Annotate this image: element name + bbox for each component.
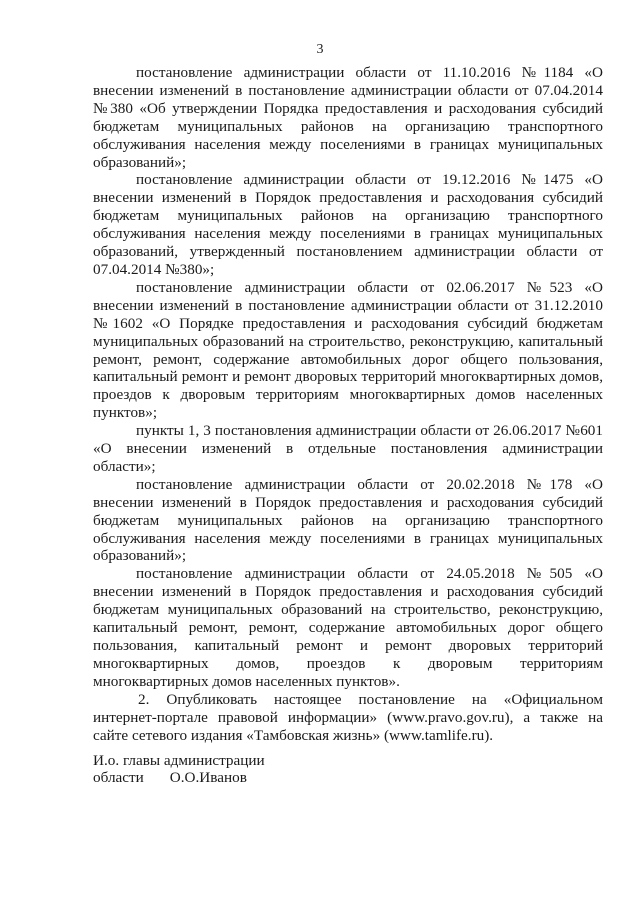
signature-block — [93, 752, 265, 786]
signature-title-line2 — [93, 769, 265, 786]
paragraph-resolution-1475: постановление администрации области от 19.12.2016 №1475 «О внесении изменений в Порядок предоставления и расходования субсидий бюджетам муниципальных районов на организацию транспортного обслуживания населения между поселениями в границах муниципальных образований, утвержденный постановлением администрации области от 07.04.2014 №380»; — [93, 171, 603, 278]
signatory-name: О.О.Иванов — [169, 769, 247, 786]
paragraph-item-2-publication: 2. Опубликовать настоящее постановление на «Официальном интернет-портале правовой информации» (www.pravo.gov.ru), а также на сайте сетевого издания «Тамбовская жизнь» (www.tamlife.ru). — [93, 690, 603, 744]
signature-title-line1: И.о. главы администрации — [93, 752, 265, 769]
document-body — [93, 64, 603, 744]
signature-title-region: области — [93, 769, 144, 786]
paragraph-resolution-601: пункты 1, 3 постановления администрации области от 26.06.2017 №601 «О внесении изменений в отдельные постановления администрации области»; — [93, 422, 603, 475]
paragraph-resolution-523: постановление администрации области от 02.06.2017 №523 «О внесении изменений в постановление администрации области от 31.12.2010 №1602 «О Порядке предоставления и расходования субсидий бюджетам муниципальных образований на строительство, реконструкцию, капитальный ремонт, ремонт, содержание автомобильных дорог общего пользования, капитальный ремонт и ремонт дворовых территорий многоквартирных домов, проездов к дворовым территориям многоквартирных домов населенных пунктов»; — [93, 278, 603, 422]
page-number: 3 — [316, 42, 324, 57]
paragraph-resolution-1184: постановление администрации области от 11.10.2016 №1184 «О внесении изменений в постановление администрации области от 07.04.2014 №380 «Об утверждении Порядка предоставления и расходования субсидий бюджетам муниципальных районов на организацию транспортного обслуживания населения между поселениями в границах муниципальных образований»; — [93, 64, 603, 171]
paragraph-resolution-505: постановление администрации области от 24.05.2018 №505 «О внесении изменений в Порядок предоставления и расходования субсидий бюджетам муниципальных образований на строительство, реконструкцию, капитальный ремонт, ремонт, содержание автомобильных дорог общего пользования, капитальный ремонт и ремонт дворовых территорий многоквартирных домов, проездов к дворовым территориям многоквартирных домов населенных пунктов». — [93, 565, 603, 690]
paragraph-resolution-178: постановление администрации области от 20.02.2018 №178 «О внесении изменений в Порядок предоставления и расходования субсидий бюджетам муниципальных районов на организацию транспортного обслуживания населения между поселениями в границах муниципальных образований»; — [93, 475, 603, 565]
